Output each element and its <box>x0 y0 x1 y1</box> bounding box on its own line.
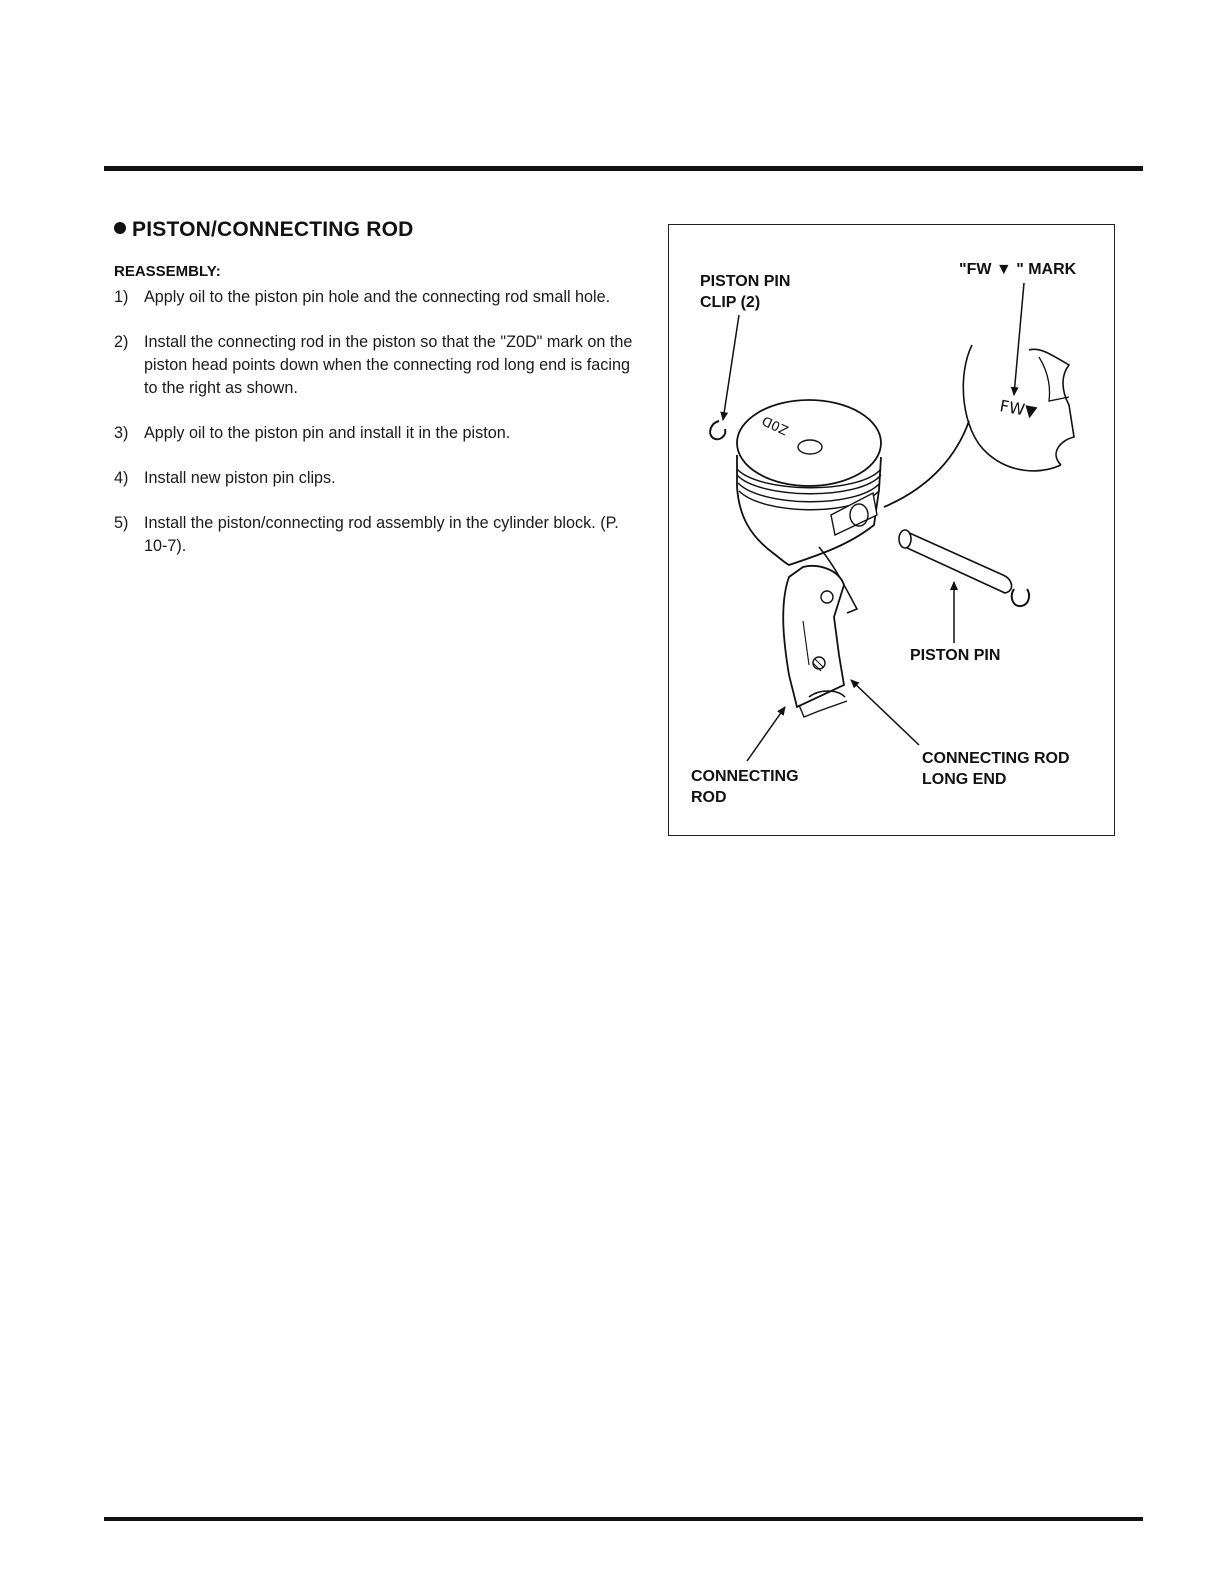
section-title <box>114 218 414 242</box>
piston-pin-illustration <box>899 530 1012 593</box>
piston-pin-clip-left <box>710 421 725 439</box>
piston-illustration <box>737 400 881 565</box>
step-2 <box>114 331 642 400</box>
reassembly-heading: REASSEMBLY: <box>114 263 221 280</box>
step-number: 3) <box>114 424 129 442</box>
step-text: Apply oil to the piston pin and install it in the piston. <box>144 424 511 442</box>
long-end-leader-line <box>851 680 919 745</box>
label-long-end-line2: LONG END <box>922 771 1007 788</box>
step-number: 2) <box>114 333 129 351</box>
step-number: 5) <box>114 514 129 532</box>
head-mark-text: Z0D <box>760 412 792 438</box>
fw-detail-text: FW▼ <box>998 396 1039 422</box>
step-number: 1) <box>114 288 129 306</box>
steps-list <box>114 286 642 558</box>
label-piston-pin-clip <box>700 271 790 313</box>
bottom-rule <box>104 1517 1143 1521</box>
step-4 <box>114 467 642 490</box>
bullet-icon <box>114 222 126 234</box>
step-text: Apply oil to the piston pin hole and the connecting rod small hole. <box>144 288 611 306</box>
step-5 <box>114 512 642 558</box>
step-text: Install the connecting rod in the piston so that the "Z0D" mark on the piston head points down when the connecting rod long end is facing to the right as shown. <box>144 333 633 397</box>
piston-rod-figure <box>668 224 1115 836</box>
step-text: Install new piston pin clips. <box>144 469 336 487</box>
label-rod-line2: ROD <box>691 789 727 806</box>
fw-mark-detail <box>884 345 1074 507</box>
label-connecting-rod-long-end <box>922 748 1070 790</box>
step-3 <box>114 422 642 445</box>
step-number: 4) <box>114 469 129 487</box>
connecting-rod-illustration <box>783 547 857 717</box>
piston-pin-clip-right <box>1012 589 1029 606</box>
piston-rod-illustration <box>669 225 1116 837</box>
label-long-end-line1: CONNECTING ROD <box>922 750 1070 767</box>
top-rule <box>104 166 1143 171</box>
label-piston-pin-clip-line2: CLIP (2) <box>700 294 761 311</box>
label-piston-pin: PISTON PIN <box>910 647 1001 664</box>
step-text: Install the piston/connecting rod assembly in the cylinder block. (P. 10-7). <box>144 514 619 555</box>
clip-leader-line <box>723 315 739 420</box>
label-connecting-rod <box>691 766 799 808</box>
label-rod-line1: CONNECTING <box>691 768 799 785</box>
fw-mark-leader-line <box>1014 283 1024 395</box>
section-title-text: PISTON/CONNECTING ROD <box>132 218 414 241</box>
step-1 <box>114 286 642 309</box>
label-fw-mark: "FW ▼ " MARK <box>959 261 1077 278</box>
label-piston-pin-clip-line1: PISTON PIN <box>700 273 791 290</box>
rod-leader-line <box>747 707 785 761</box>
